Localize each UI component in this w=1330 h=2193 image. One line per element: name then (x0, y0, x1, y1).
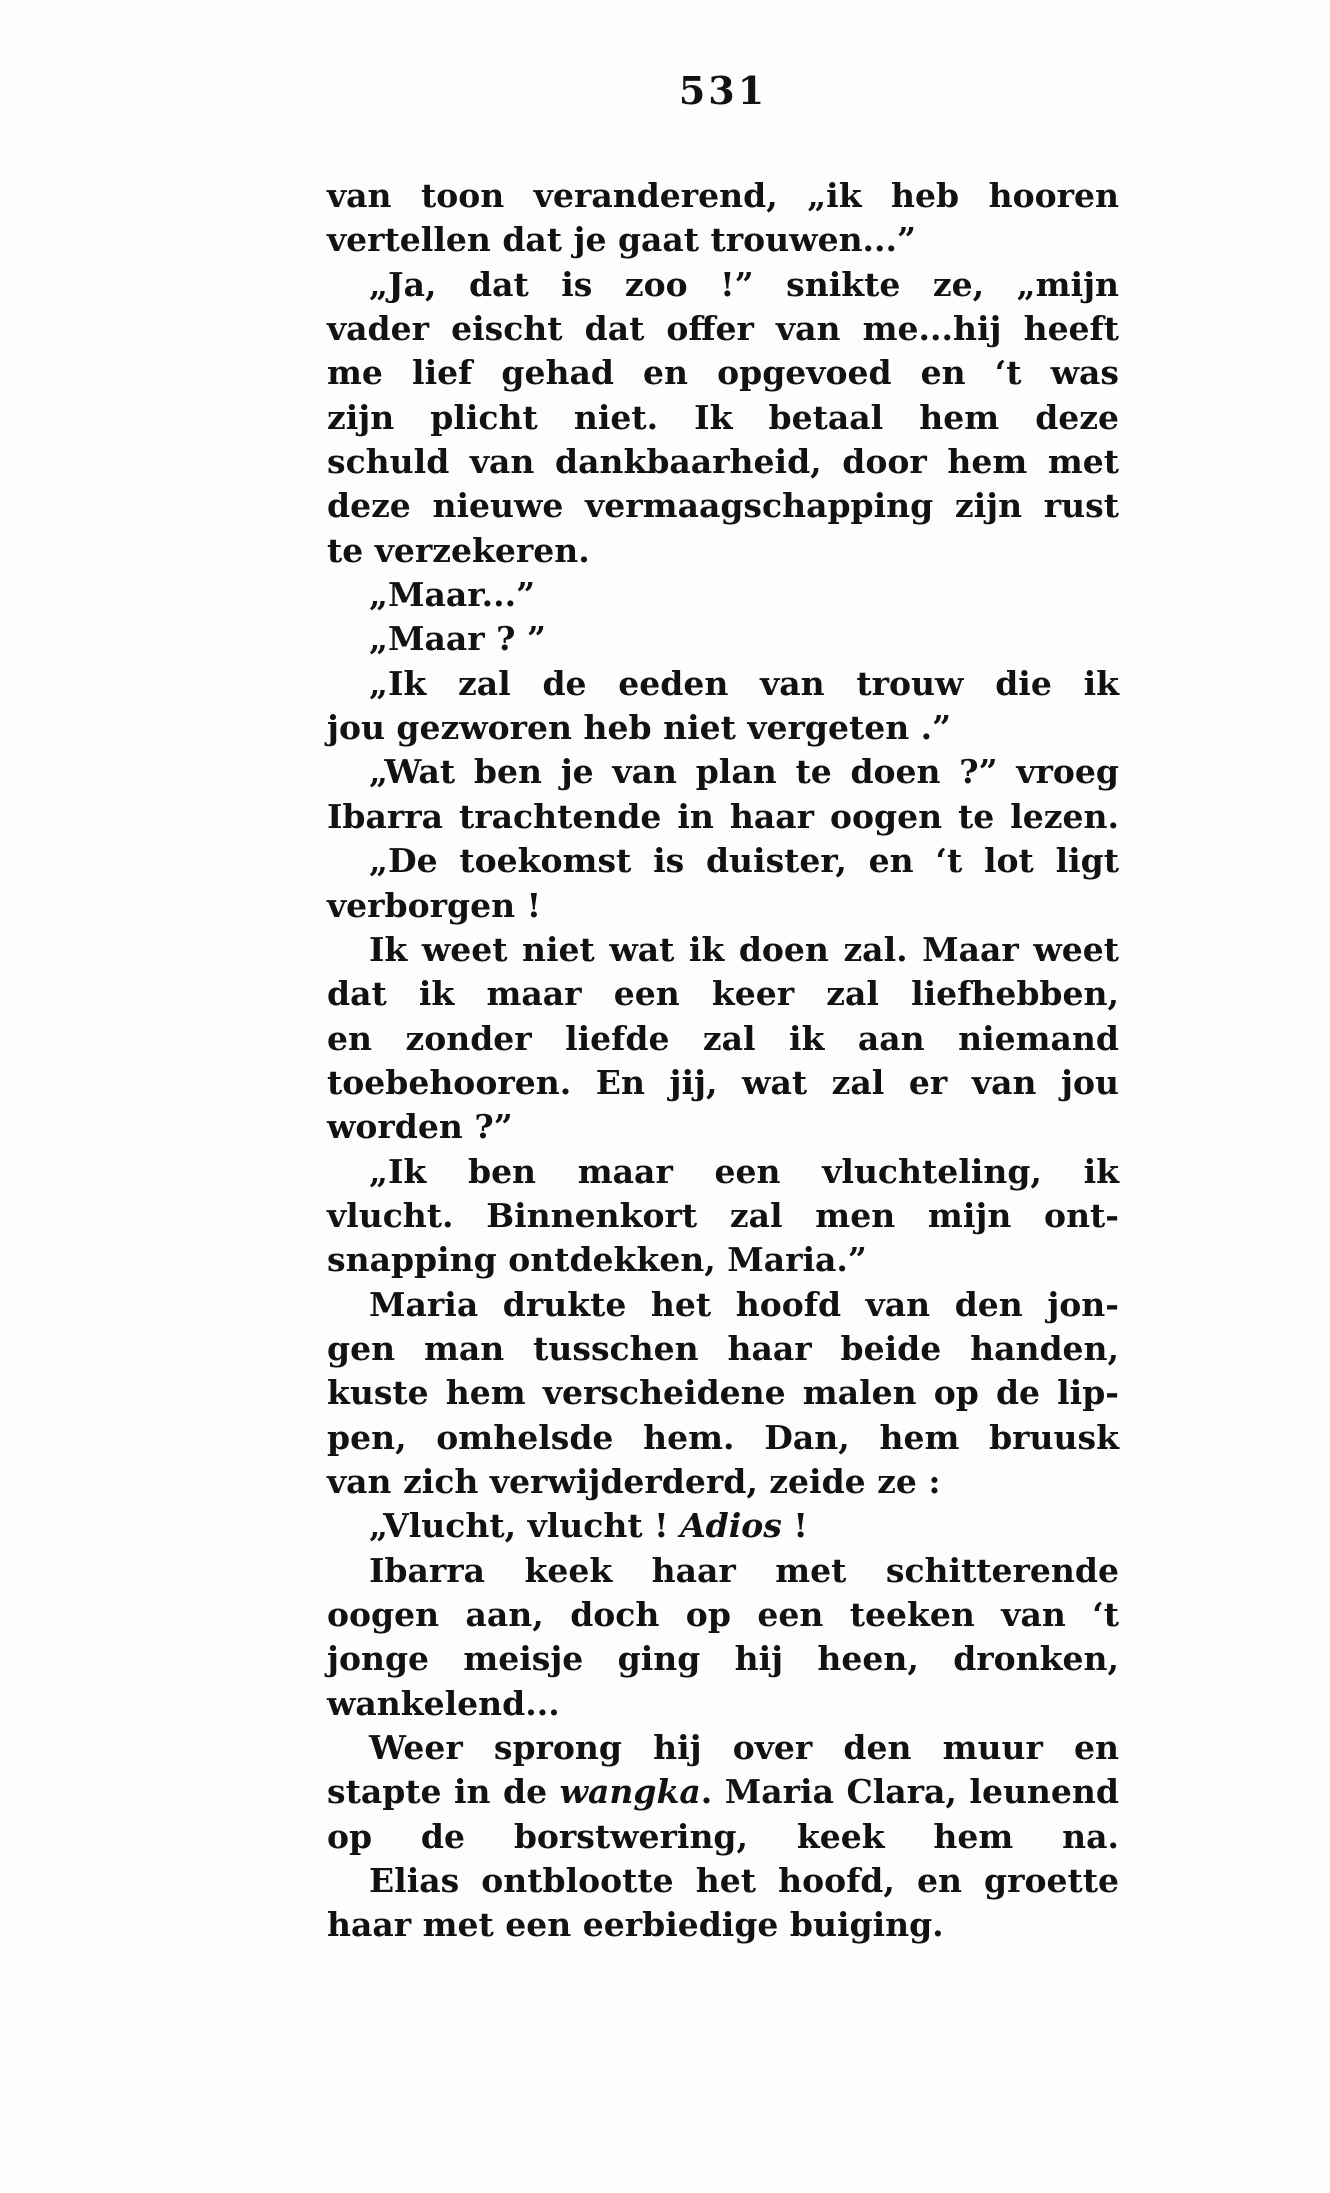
text-line (327, 174, 1119, 218)
text-line (327, 218, 1119, 262)
text-segment: „Ik zal de eeden van trouw die ik (369, 663, 1119, 703)
text-line (327, 1105, 1119, 1149)
text-segment: stapte in de (327, 1772, 560, 1812)
text-segment: . Maria Clara, leunend (700, 1772, 1119, 1812)
text-line (327, 396, 1119, 440)
text-line (327, 839, 1119, 883)
text-line (327, 1549, 1119, 1593)
text-line (327, 884, 1119, 928)
text-segment: Maria drukte het hoofd van den jon- (369, 1284, 1119, 1324)
text-segment: „Ik ben maar een vluchteling, ik (369, 1151, 1119, 1191)
text-line (327, 307, 1119, 351)
text-segment: zijn plicht niet. Ik betaal hem deze (327, 397, 1119, 437)
text-line (327, 440, 1119, 484)
text-line (327, 1061, 1119, 1105)
text-segment: „Maar...” (369, 575, 536, 615)
text-line (327, 1150, 1119, 1194)
text-segment: Ik weet niet wat ik doen zal. Maar weet (369, 929, 1119, 969)
text-segment: en zonder liefde zal ik aan niemand (327, 1018, 1119, 1058)
text-segment: oogen aan, doch op een teeken van ‘t (327, 1595, 1119, 1634)
text-segment: Ibarra keek haar met schitterende (369, 1550, 1119, 1590)
text-line (327, 617, 1119, 661)
text-segment: kuste hem verscheidene malen op de lip- (327, 1373, 1119, 1413)
text-line (327, 1460, 1119, 1504)
text-line (327, 706, 1119, 750)
italic-text: Adios (680, 1506, 782, 1546)
text-line (327, 1815, 1119, 1859)
text-segment: Weer sprong hij over den muur en (369, 1728, 1119, 1768)
text-segment: te verzekeren. (327, 530, 590, 570)
text-segment: „Maar ? ” (369, 619, 546, 659)
text-line (327, 795, 1119, 839)
text-line (327, 1416, 1119, 1460)
text-line (327, 1327, 1119, 1371)
text-segment: „Wat ben je van plan te doen ?” vroeg (369, 752, 1119, 792)
text-line (327, 972, 1119, 1016)
text-line (327, 1682, 1119, 1726)
text-segment: Elias ontblootte het hoofd, en groette (369, 1861, 1119, 1901)
text-line (327, 928, 1119, 972)
text-line (327, 1017, 1119, 1061)
text-segment: worden ?” (327, 1107, 513, 1147)
page-number: 531 (678, 68, 768, 113)
text-line (327, 1194, 1119, 1238)
text-segment: „Vlucht, vlucht ! (369, 1506, 681, 1546)
text-segment: Ibarra trachtende in haar oogen te lezen. (327, 796, 1119, 836)
text-block (327, 174, 1119, 1948)
text-segment: haar met een eerbiedige buiging. (327, 1905, 944, 1945)
text-segment: snapping ontdekken, Maria.” (327, 1240, 867, 1280)
text-line (327, 263, 1119, 307)
text-segment: toebehooren. En jij, wat zal er van jou (327, 1062, 1119, 1102)
text-segment: van toon veranderend, „ik heb hooren (327, 176, 1119, 215)
text-segment: deze nieuwe vermaagschapping zijn rust (327, 486, 1119, 526)
text-segment: „Ja, dat is zoo !” snikte ze, „mijn (369, 264, 1119, 304)
text-segment: „De toekomst is duister, en ‘t lot ligt (369, 841, 1119, 881)
text-line (327, 1770, 1119, 1814)
text-segment: dat ik maar een keer zal liefhebben, (327, 974, 1119, 1014)
text-segment: wankelend... (327, 1683, 560, 1723)
text-segment: schuld van dankbaarheid, door hem met (327, 442, 1119, 482)
italic-text: wangka (559, 1772, 701, 1812)
text-line (327, 1504, 1119, 1548)
text-line (327, 529, 1119, 573)
text-line (327, 351, 1119, 395)
text-segment: jonge meisje ging hij heen, dronken, (327, 1639, 1119, 1679)
text-segment: me lief gehad en opgevoed en ‘t was (327, 353, 1119, 393)
text-line (327, 1593, 1119, 1637)
text-line (327, 662, 1119, 706)
text-line (327, 1903, 1119, 1947)
text-segment: gen man tusschen haar beide handen, (327, 1328, 1119, 1368)
text-line (327, 1238, 1119, 1282)
text-line (327, 573, 1119, 617)
text-line (327, 1859, 1119, 1903)
text-segment: van zich verwijderderd, zeide ze : (327, 1461, 941, 1501)
text-line (327, 750, 1119, 794)
text-segment: ! (781, 1506, 808, 1546)
text-segment: vlucht. Binnenkort zal men mijn ont- (327, 1195, 1119, 1235)
text-line (327, 1637, 1119, 1681)
text-segment: vertellen dat je gaat trouwen...” (327, 220, 917, 260)
text-line (327, 1283, 1119, 1327)
text-line (327, 484, 1119, 528)
text-segment: pen, omhelsde hem. Dan, hem bruusk (327, 1417, 1119, 1457)
text-segment: jou gezworen heb niet vergeten .” (327, 708, 952, 748)
text-segment: verborgen ! (327, 885, 542, 925)
text-line (327, 1371, 1119, 1415)
text-segment: vader eischt dat offer van me...hij heeft (327, 309, 1119, 349)
text-line (327, 1726, 1119, 1770)
text-segment: op de borstwering, keek hem na. (327, 1816, 1119, 1856)
